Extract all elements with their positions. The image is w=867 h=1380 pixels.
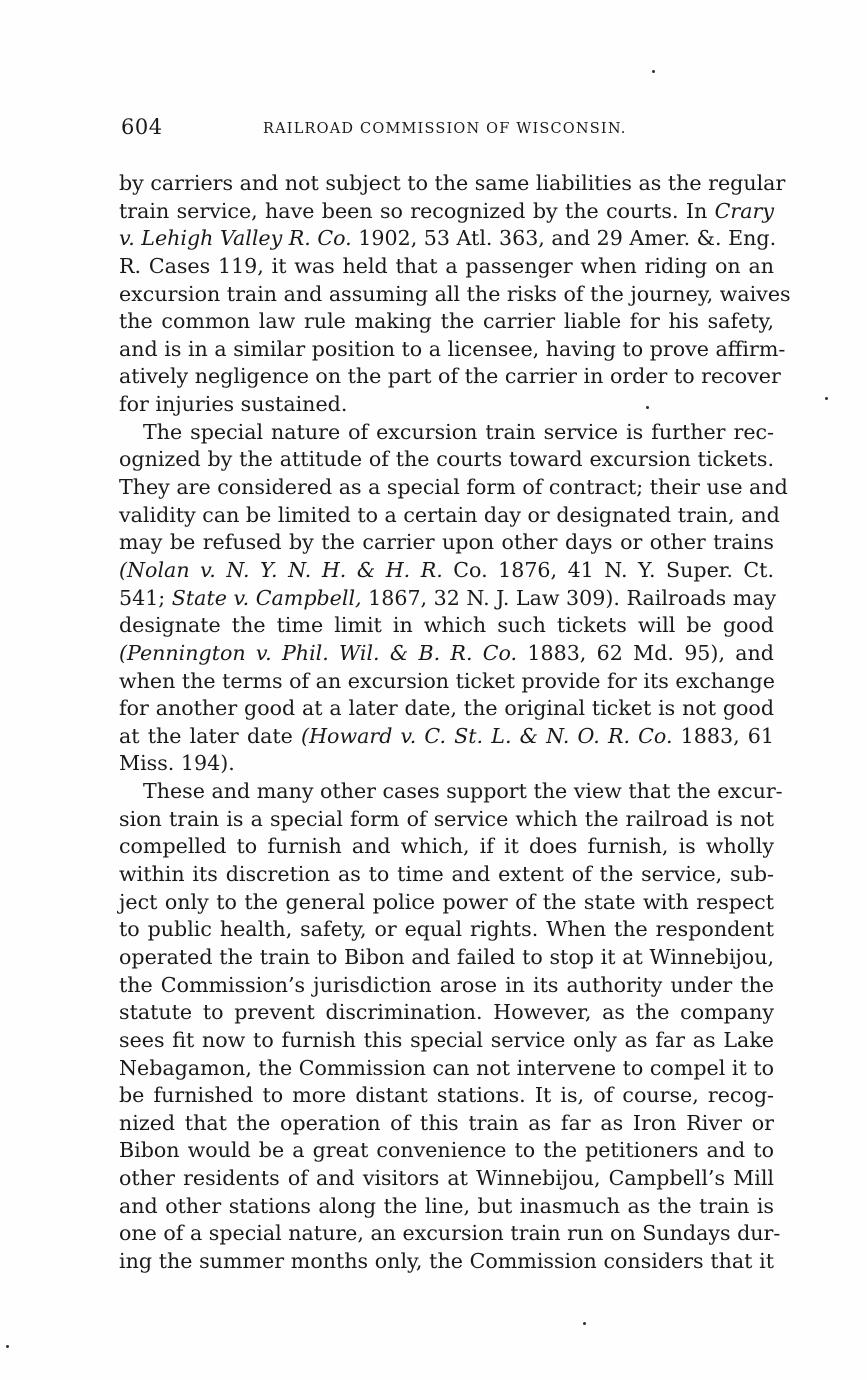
text-line: for another good at a later date, the original ticket is not good — [119, 696, 774, 721]
scan-speck — [583, 1322, 586, 1325]
text-line: sion train is a special form of service which the railroad is not — [119, 806, 774, 831]
text-line: and is in a similar position to a licensee, having to prove affirm- — [119, 336, 786, 361]
running-head: RAILROAD COMMISSION OF WISCONSIN. — [263, 121, 627, 137]
citation-line: at the later date (Howard v. C. St. L. & N. O. R. Co. 1883, 61 — [119, 723, 775, 748]
text-line: Nebagamon, the Commission can not intervene to compel it to — [119, 1055, 774, 1080]
text-line: compelled to furnish and which, if it does furnish, is wholly — [119, 834, 774, 859]
page-header — [121, 115, 776, 143]
text-line: statute to prevent discrimination. However, as the company — [119, 1000, 774, 1025]
text-line: They are considered as a special form of contract; their use and — [119, 475, 788, 500]
citation-line: 541; State v. Campbell, 1867, 32 N. J. Law 309). Railroads may — [119, 585, 777, 610]
text-line: train service, have been so recognized by the courts. In Crary — [119, 198, 774, 223]
text-line: v. Lehigh Valley R. Co. 1902, 53 Atl. 363, and 29 Amer. &. Eng. — [119, 226, 777, 251]
text-line: when the terms of an excursion ticket provide for its exchange — [119, 668, 775, 693]
text-line: to public health, safety, or equal rights. When the respondent — [119, 917, 774, 942]
text-line: excursion train and assuming all the risks of the journey, waives — [119, 281, 791, 306]
text-line: for injuries sustained. — [119, 392, 348, 417]
text-line: one of a special nature, an excursion train run on Sundays dur- — [119, 1221, 781, 1246]
text-line: be furnished to more distant stations. It is, of course, recog- — [119, 1083, 774, 1108]
text-line: Bibon would be a great convenience to the petitioners and to — [119, 1138, 774, 1163]
text-line: the common law rule making the carrier liable for his safety, — [119, 309, 774, 334]
page-number: 604 — [121, 115, 163, 139]
scan-speck — [652, 70, 655, 73]
scan-speck — [6, 1345, 9, 1348]
text-line: the Commission’s jurisdiction arose in its authority under the — [119, 972, 774, 997]
text-line: sees fit now to furnish this special service only as far as Lake — [119, 1027, 774, 1052]
text-line: within its discretion as to time and extent of the service, sub- — [119, 862, 774, 887]
text-line: by carriers and not subject to the same liabilities as the regular — [119, 171, 786, 195]
body-text — [119, 170, 791, 1276]
text-line: Miss. 194). — [119, 751, 235, 776]
text-line: ject only to the general police power of the state with respect — [119, 889, 774, 914]
text-line: other residents of and visitors at Winnebijou, Campbell’s Mill — [119, 1166, 774, 1191]
scan-speck — [646, 406, 649, 409]
text-line: validity can be limited to a certain day or designated train, and — [119, 502, 780, 527]
citation-line: (Nolan v. N. Y. N. H. & H. R. Co. 1876, 41 N. Y. Super. Ct. — [119, 557, 775, 582]
text-line: operated the train to Bibon and failed to stop it at Winnebijou, — [119, 944, 774, 969]
scan-speck — [825, 397, 828, 400]
text-line: nized that the operation of this train as far as Iron River or — [119, 1110, 774, 1135]
text-line: designate the time limit in which such tickets will be good — [119, 613, 774, 638]
text-line: R. Cases 119, it was held that a passenger when riding on an — [119, 253, 774, 278]
text-line: ognized by the attitude of the courts toward excursion tickets. — [119, 447, 774, 472]
text-line: atively negligence on the part of the carrier in order to recover — [119, 364, 781, 389]
text-line: ing the summer months only, the Commission considers that it — [119, 1248, 774, 1273]
text-line: and other stations along the line, but inasmuch as the train is — [119, 1193, 774, 1218]
citation-line: (Pennington v. Phil. Wil. & B. R. Co. 1883, 62 Md. 95), and — [119, 640, 774, 665]
paragraph-first-line: The special nature of excursion train service is further rec- — [143, 419, 774, 444]
text-line: may be refused by the carrier upon other days or other trains — [119, 530, 774, 555]
paragraph-first-line: These and many other cases support the view that the excur- — [143, 779, 783, 804]
